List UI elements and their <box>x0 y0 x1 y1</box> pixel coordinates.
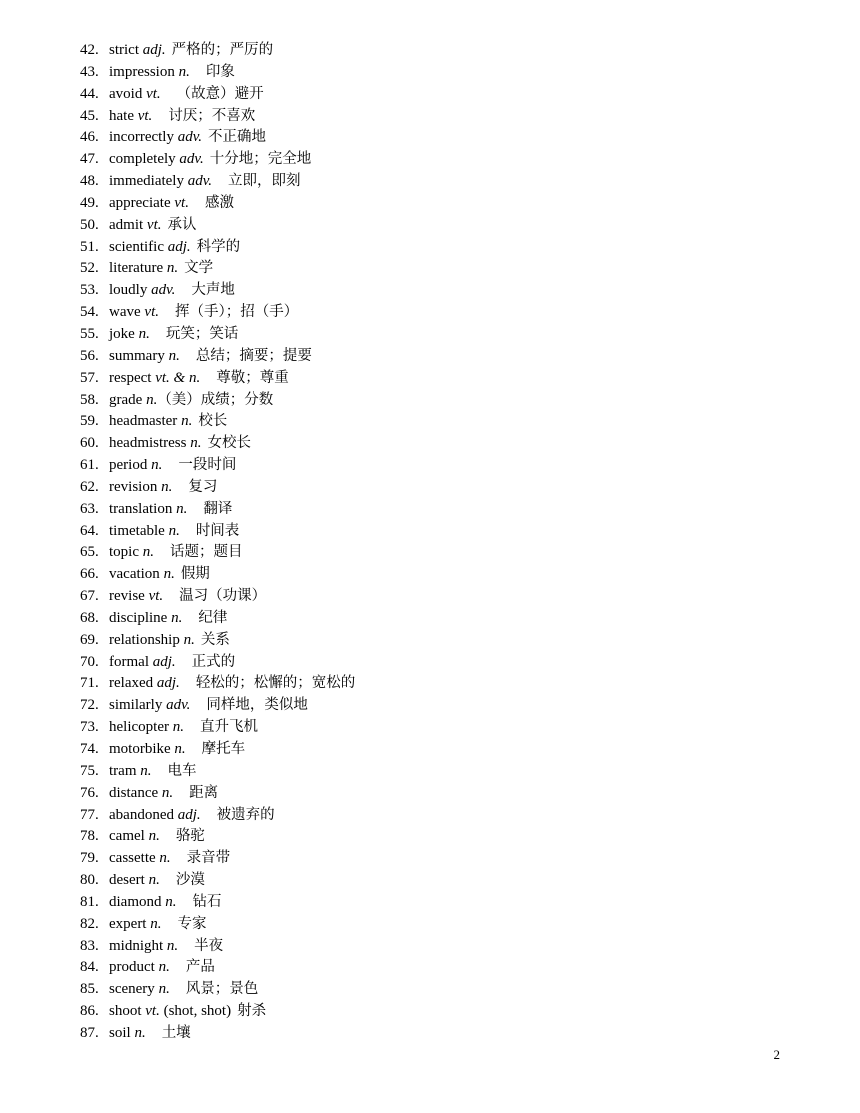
entry-word: headmaster <box>109 413 178 430</box>
entry-number: 51. <box>80 238 99 255</box>
vocab-entry <box>80 936 355 958</box>
entry-word: midnight <box>109 937 164 954</box>
vocab-entry <box>80 237 355 259</box>
entry-meaning: 时间表 <box>195 522 240 539</box>
entry-part-of-speech: n. <box>158 981 170 998</box>
entry-number: 77. <box>80 806 99 823</box>
entry-part-of-speech: n. <box>163 566 175 583</box>
entry-number: 42. <box>80 42 99 58</box>
entry-number: 68. <box>80 609 99 626</box>
entry-part-of-speech: n. <box>161 478 173 495</box>
entry-word: formal <box>109 653 149 670</box>
entry-meaning: 尊敬；尊重 <box>216 369 289 386</box>
entry-word: desert <box>109 872 145 889</box>
entry-number: 62. <box>80 478 99 495</box>
entry-word: camel <box>109 828 145 845</box>
entry-number: 87. <box>80 1024 99 1041</box>
entry-meaning: 纪律 <box>198 609 228 626</box>
entry-word: revision <box>109 478 158 495</box>
entry-word: distance <box>109 784 159 801</box>
vocab-entry <box>80 368 355 390</box>
entry-meaning: 讨厌；不喜欢 <box>168 107 256 124</box>
entry-word: loudly <box>109 282 148 299</box>
entry-part-of-speech: vt. & n. <box>155 369 201 386</box>
entry-meaning: 感激 <box>204 194 234 211</box>
entry-word: revise <box>109 588 145 605</box>
vocab-entry <box>80 695 355 717</box>
entry-meaning: 科学的 <box>196 238 241 255</box>
entry-part-of-speech: vt. <box>146 216 162 233</box>
entry-number: 78. <box>80 828 99 845</box>
entry-number: 79. <box>80 850 99 867</box>
entry-meaning: 摩托车 <box>201 741 246 757</box>
entry-number: 44. <box>80 85 99 102</box>
entry-meaning: 承认 <box>167 216 197 233</box>
vocab-entry <box>80 805 355 827</box>
entry-word: completely <box>109 151 176 168</box>
entry-part-of-speech: n. <box>181 413 193 430</box>
entry-part-of-speech: adv. <box>179 151 204 168</box>
entry-part-of-speech: n. <box>146 391 158 408</box>
vocab-entry <box>80 652 355 674</box>
entry-word: similarly <box>109 697 163 714</box>
entry-number: 52. <box>80 260 99 277</box>
entry-word: timetable <box>109 522 165 539</box>
vocab-entry <box>80 1001 355 1023</box>
entry-part-of-speech: vt. <box>137 107 153 124</box>
entry-number: 86. <box>80 1003 99 1020</box>
vocab-entry <box>80 390 355 412</box>
entry-word: scenery <box>109 981 155 998</box>
entry-number: 76. <box>80 784 99 801</box>
vocab-entry <box>80 914 355 936</box>
entry-meaning: 同样地，类似地 <box>206 697 308 714</box>
entry-meaning: （美）成绩；分数 <box>157 391 274 408</box>
entry-word: relationship <box>109 631 180 648</box>
entry-word: translation <box>109 500 173 517</box>
entry-meaning: 录音带 <box>186 850 231 867</box>
entry-number: 58. <box>80 391 99 408</box>
vocab-entry <box>80 957 355 979</box>
page-number: 2 <box>773 1047 780 1062</box>
entry-meaning: 文学 <box>184 260 214 277</box>
entry-number: 50. <box>80 216 99 233</box>
entry-word: relaxed <box>109 675 154 692</box>
entry-number: 45. <box>80 107 99 124</box>
entry-word: immediately <box>109 173 184 190</box>
entry-number: 57. <box>80 369 99 386</box>
entry-part-of-speech: adj. <box>167 238 191 255</box>
entry-number: 48. <box>80 173 99 190</box>
vocab-entry <box>80 586 355 608</box>
entry-part-of-speech: adj. <box>156 675 180 692</box>
vocab-entry <box>80 215 355 237</box>
entry-meaning: 一段时间 <box>178 457 237 474</box>
vocab-entry <box>80 433 355 455</box>
entry-word: period <box>109 457 148 474</box>
entry-number: 63. <box>80 500 99 517</box>
entry-part-of-speech: n. <box>171 609 183 626</box>
entry-word: incorrectly <box>109 129 174 146</box>
entry-number: 54. <box>80 304 99 321</box>
entry-word: summary <box>109 347 165 364</box>
vocab-entry <box>80 1023 355 1045</box>
entry-word: grade <box>109 391 143 408</box>
vocab-entry <box>80 826 355 848</box>
entry-meaning: 直升飞机 <box>199 719 258 736</box>
entry-number: 83. <box>80 937 99 954</box>
vocab-entry <box>80 127 355 149</box>
entry-word: impression <box>109 63 175 80</box>
entry-meaning: 挥（手）；招（手） <box>174 304 299 321</box>
entry-meaning: 关系 <box>200 631 230 648</box>
entry-word: abandoned <box>109 806 174 823</box>
entry-part-of-speech: n. <box>176 500 188 517</box>
entry-number: 55. <box>80 325 99 342</box>
entry-part-of-speech: n. <box>140 762 152 779</box>
vocab-entry <box>80 521 355 543</box>
entry-number: 59. <box>80 413 99 430</box>
vocab-entry <box>80 302 355 324</box>
vocab-entry <box>80 455 355 477</box>
entry-word: appreciate <box>109 194 171 211</box>
entry-meaning: 骆驼 <box>175 828 205 845</box>
entry-meaning: 钻石 <box>192 893 222 910</box>
entry-part-of-speech: vt. <box>148 588 164 605</box>
entry-word: topic <box>109 544 139 561</box>
entry-number: 74. <box>80 741 99 757</box>
entry-part-of-speech: vt. <box>144 304 159 321</box>
vocab-entry <box>80 411 355 433</box>
entry-meaning: 女校长 <box>207 435 251 452</box>
entry-meaning: 产品 <box>185 959 215 976</box>
entry-number: 80. <box>80 872 99 889</box>
entry-part-of-speech: n. <box>183 631 195 648</box>
vocab-entry <box>80 84 355 106</box>
entry-word: scientific <box>109 238 164 255</box>
entry-word: product <box>109 959 155 976</box>
entry-part-of-speech: n. <box>166 260 179 277</box>
entry-part-of-speech: adv. <box>187 173 213 190</box>
entry-word: helicopter <box>109 719 169 736</box>
vocab-entry <box>80 258 355 280</box>
vocab-entry <box>80 40 355 62</box>
entry-number: 53. <box>80 282 99 299</box>
vocab-entry <box>80 673 355 695</box>
entry-word: respect <box>109 369 152 386</box>
entry-meaning: 总结；摘要；提要 <box>195 347 312 364</box>
vocab-entry <box>80 477 355 499</box>
entry-part-of-speech: adj. <box>142 42 166 58</box>
entry-word: vacation <box>109 566 160 583</box>
entry-meaning: 土壤 <box>161 1024 191 1041</box>
entry-meaning: 距离 <box>189 784 219 801</box>
vocab-entry <box>80 62 355 84</box>
entry-word: expert <box>109 915 147 932</box>
entry-part-of-speech: adj. <box>152 653 176 670</box>
entry-word: shoot <box>109 1003 142 1020</box>
entry-part-of-speech: n. <box>178 63 190 80</box>
entry-meaning: 话题；题目 <box>170 544 243 561</box>
entry-word: wave <box>109 304 141 321</box>
entry-word: strict <box>109 42 139 58</box>
entry-part-of-speech: n. <box>159 850 171 867</box>
vocab-entry <box>80 870 355 892</box>
vocab-entry <box>80 892 355 914</box>
entry-number: 67. <box>80 588 99 605</box>
entry-number: 64. <box>80 522 99 539</box>
entry-part-of-speech: n. <box>190 435 202 452</box>
entry-part-of-speech: n. <box>161 784 174 801</box>
vocab-entry <box>80 739 355 761</box>
entry-word: hate <box>109 107 134 124</box>
vocab-entry <box>80 630 355 652</box>
entry-meaning: 大声地 <box>191 282 235 299</box>
entry-meaning: 翻译 <box>203 500 233 517</box>
entry-meaning: 印象 <box>205 63 235 80</box>
vocab-entry <box>80 346 355 368</box>
entry-part-of-speech: n. <box>142 544 154 561</box>
vocab-entry <box>80 171 355 193</box>
entry-word: tram <box>109 762 137 779</box>
entry-number: 71. <box>80 675 99 692</box>
entry-number: 82. <box>80 915 99 932</box>
entry-part-of-speech: vt. <box>174 194 189 211</box>
entry-part-of-speech: n. <box>138 325 150 342</box>
entry-meaning: 正式的 <box>191 653 236 670</box>
entry-part-of-speech: n. <box>168 347 180 364</box>
entry-number: 65. <box>80 544 99 561</box>
vocab-entry <box>80 717 355 739</box>
entry-part-of-speech: n. <box>174 741 186 757</box>
entry-meaning: 不正确地 <box>208 129 267 146</box>
entry-part-of-speech: n. <box>168 522 180 539</box>
entry-word: cassette <box>109 850 156 867</box>
entry-meaning: 复习 <box>188 478 218 495</box>
entry-word: headmistress <box>109 435 187 452</box>
entry-meaning: 半夜 <box>194 937 224 954</box>
entry-part-of-speech: n. <box>148 872 160 889</box>
entry-meaning: 立即，即刻 <box>228 173 301 190</box>
entry-part-of-speech: adv. <box>151 282 176 299</box>
entry-number: 84. <box>80 959 99 976</box>
entry-number: 43. <box>80 63 99 80</box>
vocab-entry <box>80 499 355 521</box>
entry-word: avoid <box>109 85 143 102</box>
entry-word: joke <box>109 325 135 342</box>
entry-meaning: 被遗弃的 <box>216 806 275 823</box>
entry-part-of-speech: n. <box>134 1024 146 1041</box>
vocabulary-list <box>80 40 355 1045</box>
vocab-entry <box>80 106 355 128</box>
entry-part-of-speech: n. <box>158 959 170 976</box>
entry-word: motorbike <box>109 741 171 757</box>
entry-number: 81. <box>80 893 99 910</box>
vocab-entry <box>80 193 355 215</box>
entry-verb-forms: (shot, shot) <box>163 1003 232 1020</box>
entry-part-of-speech: adj. <box>177 806 201 823</box>
entry-number: 73. <box>80 719 99 736</box>
entry-meaning: 十分地；完全地 <box>209 151 312 168</box>
entry-part-of-speech: adv. <box>166 697 191 714</box>
entry-number: 60. <box>80 435 99 452</box>
entry-meaning: 风景；景色 <box>185 981 259 998</box>
entry-meaning: 校长 <box>198 413 228 430</box>
vocab-entry <box>80 848 355 870</box>
entry-meaning: （故意）避开 <box>176 85 264 102</box>
vocab-entry <box>80 280 355 302</box>
entry-number: 66. <box>80 566 99 583</box>
entry-meaning: 玩笑；笑话 <box>165 325 239 342</box>
entry-part-of-speech: n. <box>172 719 184 736</box>
entry-part-of-speech: n. <box>148 828 160 845</box>
entry-word: diamond <box>109 893 162 910</box>
vocab-entry <box>80 542 355 564</box>
entry-part-of-speech: vt. <box>145 1003 160 1020</box>
entry-word: soil <box>109 1024 131 1041</box>
vocab-entry <box>80 761 355 783</box>
vocab-entry <box>80 783 355 805</box>
entry-part-of-speech: n. <box>165 893 177 910</box>
entry-part-of-speech: adv. <box>177 129 203 146</box>
entry-number: 85. <box>80 981 99 998</box>
entry-number: 56. <box>80 347 99 364</box>
entry-meaning: 电车 <box>167 762 197 779</box>
entry-number: 47. <box>80 151 99 168</box>
entry-number: 72. <box>80 697 99 714</box>
entry-number: 61. <box>80 457 99 474</box>
entry-meaning: 轻松的；松懈的；宽松的 <box>195 675 356 692</box>
vocab-entry <box>80 324 355 346</box>
vocab-entry <box>80 149 355 171</box>
entry-number: 49. <box>80 194 99 211</box>
entry-number: 69. <box>80 631 99 648</box>
vocab-entry <box>80 564 355 586</box>
entry-part-of-speech: n. <box>150 915 162 932</box>
entry-meaning: 假期 <box>180 566 210 583</box>
entry-meaning: 温习（功课） <box>179 588 267 605</box>
entry-meaning: 射杀 <box>237 1003 267 1020</box>
entry-word: literature <box>109 260 164 277</box>
entry-part-of-speech: n. <box>151 457 163 474</box>
entry-meaning: 沙漠 <box>175 872 205 889</box>
entry-number: 75. <box>80 762 99 779</box>
vocab-entry <box>80 979 355 1001</box>
entry-word: discipline <box>109 609 168 626</box>
entry-number: 70. <box>80 653 99 670</box>
entry-number: 46. <box>80 129 99 146</box>
entry-part-of-speech: n. <box>166 937 179 954</box>
entry-word: admit <box>109 216 144 233</box>
entry-part-of-speech: vt. <box>146 85 161 102</box>
entry-meaning: 专家 <box>177 915 207 932</box>
entry-meaning: 严格的；严厉的 <box>171 42 274 58</box>
vocab-entry <box>80 608 355 630</box>
